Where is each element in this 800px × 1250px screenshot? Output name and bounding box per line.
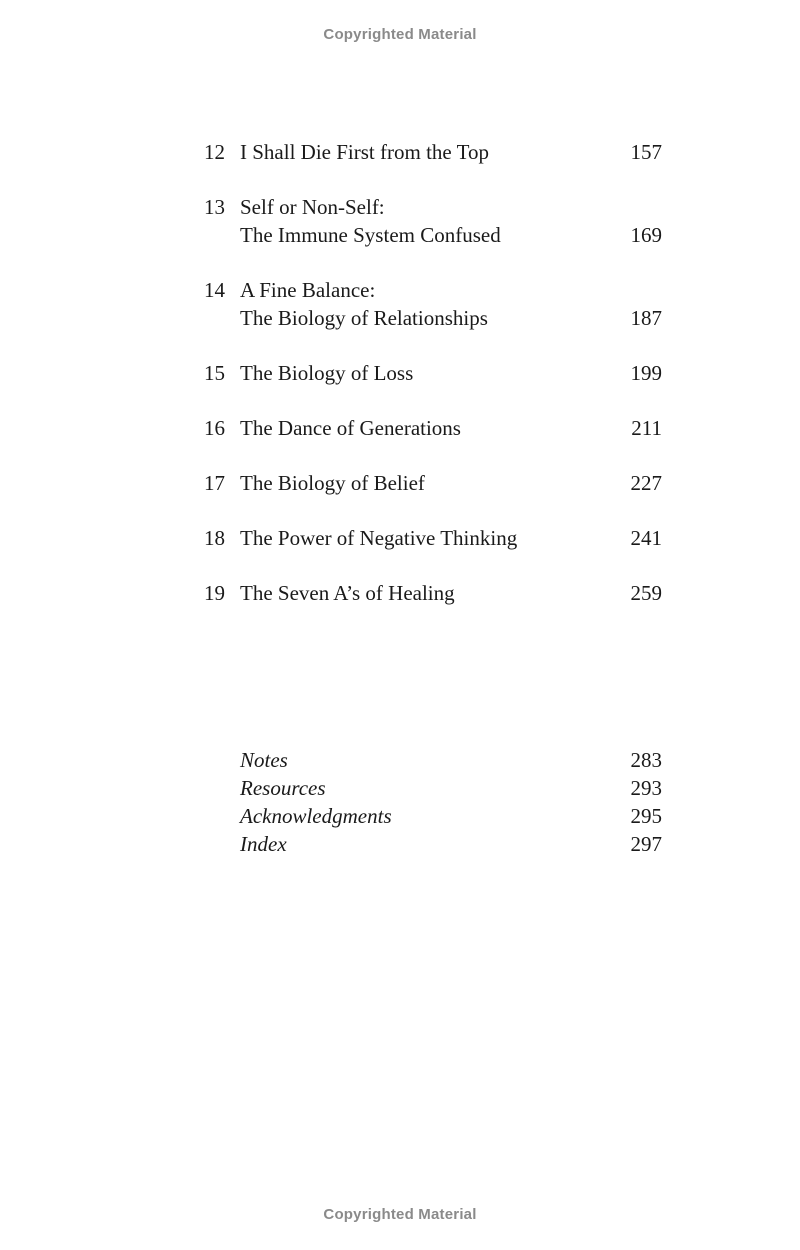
chapter-number: 14 [204, 278, 225, 302]
chapter-title [240, 469, 620, 497]
back-matter-page-number: 297 [630, 832, 662, 856]
back-matter-title: Notes [240, 748, 288, 772]
toc-entry-chapter-12[interactable] [200, 138, 670, 166]
chapter-number: 16 [204, 416, 225, 440]
toc-entry-chapter-18[interactable] [200, 524, 670, 552]
chapter-number: 15 [204, 361, 225, 385]
chapter-page-number: 241 [630, 526, 662, 550]
back-matter-item-acknowledgments[interactable] [240, 802, 662, 830]
chapter-title-line: The Dance of Generations [240, 416, 461, 440]
back-matter-item-notes[interactable] [240, 746, 662, 774]
back-matter-title: Acknowledgments [240, 804, 392, 828]
chapter-title-line: Self or Non-Self: [240, 195, 385, 219]
chapter-number: 13 [204, 195, 225, 219]
back-matter-title: Resources [240, 776, 326, 800]
chapter-title-line: The Biology of Relationships [240, 306, 488, 330]
chapter-title [240, 524, 620, 552]
chapter-title [240, 414, 620, 442]
toc-entry-chapter-15[interactable] [200, 359, 670, 387]
chapter-title-line: The Power of Negative Thinking [240, 526, 518, 550]
back-matter-page-number: 283 [630, 748, 662, 772]
chapter-title [240, 276, 620, 332]
chapter-title [240, 193, 620, 249]
back-matter-item-index[interactable] [240, 830, 662, 858]
chapter-number: 17 [204, 471, 225, 495]
copyright-watermark-top: Copyrighted Material [323, 26, 477, 43]
copyright-watermark-bottom: Copyrighted Material [323, 1206, 477, 1223]
toc-entry-chapter-14[interactable] [200, 276, 670, 332]
chapter-title [240, 579, 620, 607]
back-matter-title: Index [240, 832, 287, 856]
chapter-title-line: The Immune System Confused [240, 223, 501, 247]
chapter-page-number: 187 [630, 306, 662, 330]
chapter-title [240, 359, 620, 387]
chapter-title-line: I Shall Die First from the Top [240, 140, 489, 164]
toc-entry-chapter-17[interactable] [200, 469, 670, 497]
chapter-number: 12 [204, 140, 225, 164]
chapter-title-line: The Seven A’s of Healing [240, 581, 455, 605]
chapter-title [240, 138, 620, 166]
chapter-page-number: 199 [630, 361, 662, 385]
chapter-number: 18 [204, 526, 225, 550]
chapter-page-number: 211 [631, 416, 662, 440]
back-matter-item-resources[interactable] [240, 774, 662, 802]
toc-entry-chapter-16[interactable] [200, 414, 670, 442]
back-matter-page-number: 293 [630, 776, 662, 800]
chapter-title-line: The Biology of Belief [240, 471, 425, 495]
table-of-contents [200, 138, 670, 634]
chapter-page-number: 169 [630, 223, 662, 247]
toc-entry-chapter-13[interactable] [200, 193, 670, 249]
back-matter-list [240, 746, 662, 858]
chapter-title-line: The Biology of Loss [240, 361, 414, 385]
chapter-page-number: 157 [630, 140, 662, 164]
chapter-page-number: 227 [630, 471, 662, 495]
chapter-title-line: A Fine Balance: [240, 278, 376, 302]
back-matter-page-number: 295 [630, 804, 662, 828]
chapter-number: 19 [204, 581, 225, 605]
toc-entry-chapter-19[interactable] [200, 579, 670, 607]
chapter-page-number: 259 [630, 581, 662, 605]
